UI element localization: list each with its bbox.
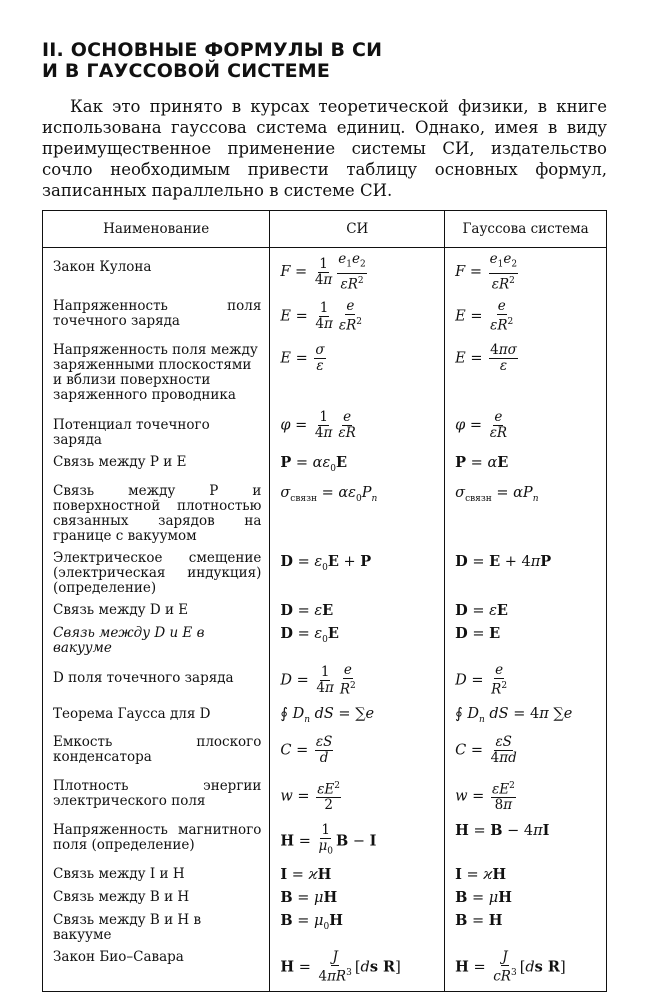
formula-gauss: B = H	[445, 909, 607, 946]
table-row	[43, 886, 607, 909]
formula-si: φ = $\frac{1}{4\pi}$ $\frac{e}{\varepsilon R}$	[270, 406, 445, 451]
table-row	[43, 659, 607, 703]
heading-line-1: II. ОСНОВНЫЕ ФОРМУЛЫ В СИ	[42, 39, 383, 61]
row-name: Связь между P и поверхностной плотностью связанных зарядов на границе с вакуумом	[43, 480, 270, 547]
row-name: Связь между D и E в вакууме	[43, 622, 270, 659]
formula-si: D = $\frac{1}{4\pi}$ $\frac{e}{R^2}$	[270, 659, 445, 703]
table-row	[43, 295, 607, 339]
formula-gauss: $\sigma_{связн} = \alpha P_n$	[445, 480, 607, 547]
intro-paragraph	[42, 96, 607, 201]
row-name: Связь между B и H в вакууме	[43, 909, 270, 946]
formula-gauss: E = $\frac{4\pi\sigma}{\varepsilon}$	[445, 339, 607, 406]
table-row	[43, 946, 607, 992]
row-name: Напряженность поля точечного заряда	[43, 295, 270, 339]
table-row	[43, 339, 607, 406]
formula-gauss: φ = $\frac{e}{\varepsilon R}$	[445, 406, 607, 451]
table-row	[43, 451, 607, 480]
table-row	[43, 731, 607, 775]
formula-gauss: D = $\frac{e}{R^2}$	[445, 659, 607, 703]
row-name: D поля точечного заряда	[43, 659, 270, 703]
row-name: Связь между D и E	[43, 599, 270, 622]
formula-gauss: B = μH	[445, 886, 607, 909]
formula-gauss: C = $\frac{\varepsilon S}{4\pi d}$	[445, 731, 607, 775]
table-row	[43, 703, 607, 731]
formula-si: w = $\frac{\varepsilon E^2}{2}$	[270, 775, 445, 819]
section-heading	[42, 40, 612, 82]
table-header-row	[43, 211, 607, 248]
formula-si: $B = \mu_0H$	[270, 909, 445, 946]
formula-si: C = $\frac{\varepsilon S}{d}$	[270, 731, 445, 775]
table-row	[43, 909, 607, 946]
table-row	[43, 406, 607, 451]
formula-table	[42, 210, 607, 992]
table-row	[43, 622, 607, 659]
row-name: Напряженность поля между заряженными плоскостями и вблизи поверхности заряженного проводника	[43, 339, 270, 406]
table-row	[43, 775, 607, 819]
formula-si: B = μH	[270, 886, 445, 909]
table-row	[43, 863, 607, 886]
header-gauss: Гауссова система	[445, 211, 607, 248]
formula-gauss: H = B − 4πI	[445, 819, 607, 863]
formula-gauss: D = E + 4πP	[445, 547, 607, 599]
formula-si: H = $\frac{J}{4\pi R^3}$ [ds R]	[270, 946, 445, 992]
formula-gauss: H = $\frac{J}{cR^3}$ [ds R]	[445, 946, 607, 992]
formula-gauss: w = $\frac{\varepsilon E^2}{8\pi}$	[445, 775, 607, 819]
row-name: Электрическое смещение (электрическая индукция) (определение)	[43, 547, 270, 599]
formula-si: $\sigma_{связн} = \alpha\varepsilon_0P_n$	[270, 480, 445, 547]
formula-si: F = $\frac{1}{4\pi}$ $\frac{e_1e_2}{\varepsilon R^2}$	[270, 248, 445, 296]
formula-si: D = εE	[270, 599, 445, 622]
formula-gauss: P = αE	[445, 451, 607, 480]
row-name: Теорема Гаусса для D	[43, 703, 270, 731]
row-name: Емкость плоского конденсатора	[43, 731, 270, 775]
formula-si: $D = \varepsilon_0E + P$	[270, 547, 445, 599]
row-name: Напряженность магнитного поля (определение)	[43, 819, 270, 863]
formula-si: ∮ $D_n$ dS = ∑e	[270, 703, 445, 731]
formula-gauss: F = $\frac{e_1e_2}{\varepsilon R^2}$	[445, 248, 607, 296]
formula-si: E = $\frac{\sigma}{\varepsilon}$	[270, 339, 445, 406]
formula-gauss: ∮ $D_n$ dS = 4π ∑e	[445, 703, 607, 731]
table-row	[43, 819, 607, 863]
formula-gauss: I = ϰH	[445, 863, 607, 886]
table-row	[43, 480, 607, 547]
header-si: СИ	[270, 211, 445, 248]
header-name: Наименование	[43, 211, 270, 248]
row-name: Связь между B и H	[43, 886, 270, 909]
formula-si: $P = \alpha\varepsilon_0E$	[270, 451, 445, 480]
row-name: Плотность энергии электрического поля	[43, 775, 270, 819]
row-name: Связь между P и E	[43, 451, 270, 480]
row-name: Потенциал точечного заряда	[43, 406, 270, 451]
formula-gauss: D = εE	[445, 599, 607, 622]
formula-gauss: D = E	[445, 622, 607, 659]
formula-si: E = $\frac{1}{4\pi}$ $\frac{e}{\varepsilon R^2}$	[270, 295, 445, 339]
row-name: Связь между I и H	[43, 863, 270, 886]
intro-text: Как это принято в курсах теоретической физики, в книге использована гауссова система единиц. Однако, имея в виду преимущественное применение системы СИ, издательство сочло необходимым привести таблицу основных формул, записанных параллельно в системе СИ.	[42, 97, 607, 200]
formula-si: $D = \varepsilon_0E$	[270, 622, 445, 659]
formula-gauss: E = $\frac{e}{\varepsilon R^2}$	[445, 295, 607, 339]
table-row	[43, 547, 607, 599]
row-name: Закон Био–Савара	[43, 946, 270, 992]
formula-si: H = $\frac{1}{\mu_0}$ B − I	[270, 819, 445, 863]
row-name: Закон Кулона	[43, 248, 270, 296]
formula-si: I = ϰH	[270, 863, 445, 886]
heading-line-2: И В ГАУССОВОЙ СИСТЕМЕ	[42, 60, 331, 82]
table-row	[43, 599, 607, 622]
table-row	[43, 248, 607, 296]
